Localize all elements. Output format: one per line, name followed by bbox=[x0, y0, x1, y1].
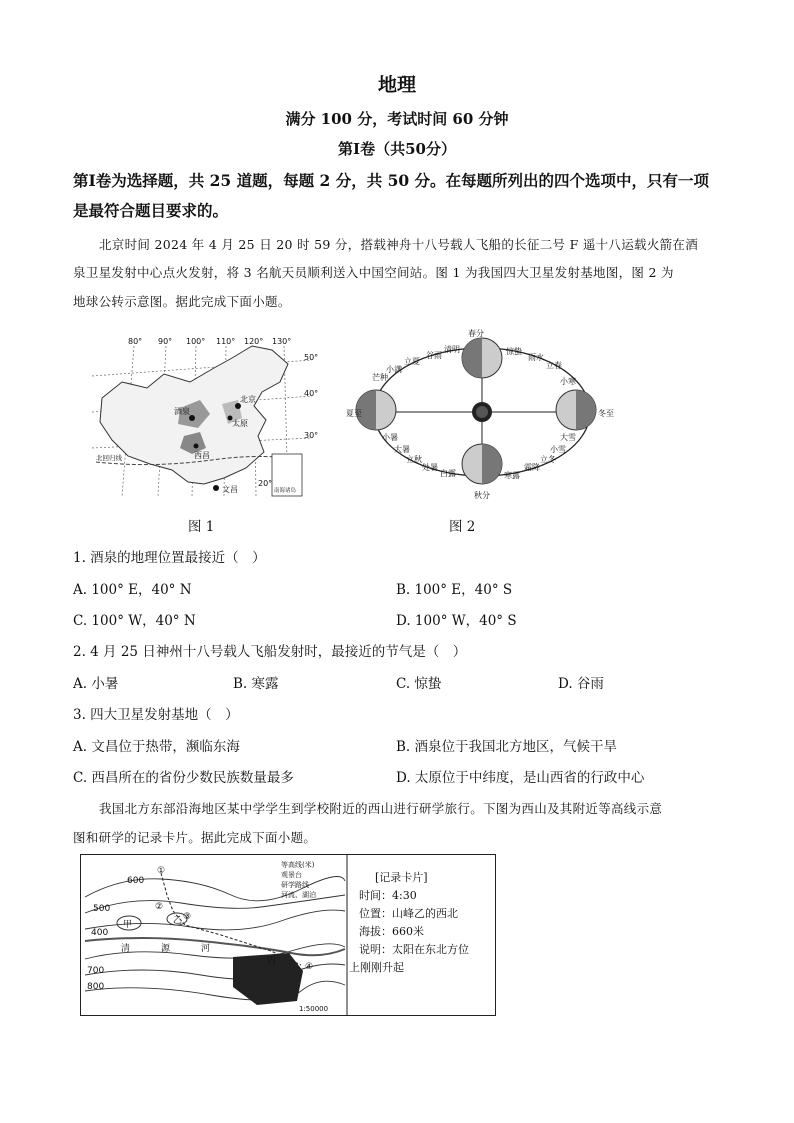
passage2-line-2: 图和研学的记录卡片。据此完成下面小题。 bbox=[73, 830, 317, 845]
label-bing: 丙 bbox=[267, 956, 277, 966]
lon-label: 90° bbox=[158, 337, 173, 346]
record-card bbox=[349, 869, 493, 977]
lat-label: 40° bbox=[304, 389, 319, 398]
term: 小寒 bbox=[560, 377, 576, 386]
record-card-note-2: 上刚刚升起 bbox=[349, 961, 404, 974]
q2-option-d[interactable]: D. 谷雨 bbox=[558, 676, 604, 692]
label-river-2: 源 bbox=[161, 944, 171, 954]
contour-value: 500 bbox=[93, 904, 111, 914]
q1-option-d[interactable]: D. 100° W，40° S bbox=[396, 613, 517, 629]
place-wenchang: 文昌 bbox=[222, 485, 238, 494]
term: 立冬 bbox=[540, 455, 556, 464]
q2-option-b[interactable]: B. 寒露 bbox=[233, 676, 279, 692]
passage1-line-2: 泉卫星发射中心点火发射，将 3 名航天员顺利送入中国空间站。图 1 为我国四大卫星发射基地图，图 2 为 bbox=[73, 265, 674, 280]
figure1-map bbox=[92, 336, 324, 506]
term: 谷雨 bbox=[426, 351, 442, 360]
stop-4: ④ bbox=[305, 962, 314, 972]
term: 小雪 bbox=[550, 445, 566, 454]
record-card-position: 位置：山峰乙的西北 bbox=[359, 907, 458, 920]
lat-label: 20° bbox=[258, 479, 273, 488]
term: 处暑 bbox=[422, 463, 438, 472]
figure1-caption: 图 1 bbox=[188, 519, 215, 535]
q3-option-c[interactable]: C. 西昌所在的省份少数民族数量最多 bbox=[73, 770, 294, 786]
place-xichang: 西昌 bbox=[194, 451, 210, 460]
lon-label: 100° bbox=[186, 337, 206, 346]
instruction-line-1: 第Ⅰ卷为选择题，共 25 道题，每题 2 分，共 50 分。在每题所列出的四个选项中，只有一项 bbox=[73, 171, 710, 190]
inset-label: 南海诸岛 bbox=[274, 488, 297, 494]
place-beijing: 北京 bbox=[240, 395, 256, 404]
stop-3: ③ bbox=[183, 912, 192, 922]
record-card-time: 时间：4:30 bbox=[359, 889, 417, 902]
contour-figure bbox=[80, 854, 496, 1016]
lat-label: 30° bbox=[304, 431, 319, 440]
term: 大暑 bbox=[394, 445, 410, 454]
q1-option-b[interactable]: B. 100° E，40° S bbox=[396, 582, 513, 598]
legend-contour: 等高线(米) bbox=[281, 861, 315, 869]
q3-option-d[interactable]: D. 太原位于中纬度，是山西省的行政中心 bbox=[396, 770, 645, 786]
label-yi: 乙 bbox=[173, 916, 183, 926]
term: 清明 bbox=[444, 345, 460, 354]
contour-value: 800 bbox=[87, 982, 105, 992]
term: 雨水 bbox=[528, 353, 544, 362]
lon-label: 80° bbox=[128, 337, 143, 346]
tropic-label: 北回归线 bbox=[96, 454, 122, 462]
passage1-line-1: 北京时间 2024 年 4 月 25 日 20 时 59 分，搭载神舟十八号载人飞船的长征二号 F 遥十八运载火箭在酒 bbox=[99, 237, 699, 252]
term: 小暑 bbox=[382, 433, 398, 442]
q3-option-a[interactable]: A. 文昌位于热带，濒临东海 bbox=[73, 739, 240, 755]
legend-route: 研学路线 bbox=[281, 881, 309, 889]
q3-option-b[interactable]: B. 酒泉位于我国北方地区，气候干旱 bbox=[396, 739, 618, 755]
question-1-stem: 1. 酒泉的地理位置最接近（ ） bbox=[73, 550, 266, 566]
term: 立秋 bbox=[406, 455, 422, 464]
q2-option-c[interactable]: C. 惊蛰 bbox=[396, 676, 442, 692]
term: 立夏 bbox=[404, 357, 420, 366]
term: 寒露 bbox=[504, 471, 520, 480]
figure2-caption: 图 2 bbox=[449, 519, 476, 535]
term: 冬至 bbox=[598, 409, 614, 418]
q1-option-a[interactable]: A. 100° E，40° N bbox=[73, 582, 192, 598]
legend-river: 河流、湖泊 bbox=[281, 891, 316, 899]
exam-title: 地理 bbox=[377, 74, 416, 96]
term: 大雪 bbox=[560, 433, 576, 442]
question-2-stem: 2. 4 月 25 日神州十八号载人飞船发射时，最接近的节气是（ ） bbox=[73, 644, 467, 660]
place-jiuquan: 酒泉 bbox=[174, 407, 190, 416]
record-card-note-1: 说明：太阳在东北方位 bbox=[359, 943, 469, 956]
instruction-line-2: 是最符合题目要求的。 bbox=[73, 201, 229, 220]
label-river-3: 河 bbox=[201, 944, 211, 954]
term: 秋分 bbox=[474, 491, 490, 500]
stop-2: ② bbox=[155, 902, 164, 912]
lon-label: 130° bbox=[272, 337, 292, 346]
section-title: 第Ⅰ卷（共50分） bbox=[338, 140, 456, 158]
record-card-title: [记录卡片] bbox=[375, 871, 428, 884]
term: 春分 bbox=[468, 329, 484, 338]
term: 白露 bbox=[440, 469, 456, 478]
q2-option-a[interactable]: A. 小暑 bbox=[73, 676, 119, 692]
q1-option-c[interactable]: C. 100° W，40° N bbox=[73, 613, 196, 629]
place-taiyuan: 太原 bbox=[232, 419, 248, 428]
question-3-stem: 3. 四大卫星发射基地（ ） bbox=[73, 707, 239, 723]
term: 立春 bbox=[546, 361, 562, 370]
label-jia: 甲 bbox=[123, 920, 133, 930]
lon-label: 120° bbox=[244, 337, 264, 346]
term: 芒种 bbox=[372, 373, 388, 382]
passage1-line-3: 地球公转示意图。据此完成下面小题。 bbox=[73, 294, 291, 309]
term: 霜降 bbox=[524, 463, 540, 472]
contour-value: 400 bbox=[91, 928, 109, 938]
figure2-orbit bbox=[342, 328, 612, 504]
label-river-1: 清 bbox=[121, 944, 131, 954]
score-time: 满分 100 分，考试时间 60 分钟 bbox=[285, 110, 509, 128]
lat-label: 50° bbox=[304, 353, 319, 362]
stop-1: ① bbox=[157, 866, 166, 876]
lon-label: 110° bbox=[216, 337, 236, 346]
term: 惊蛰 bbox=[506, 347, 522, 356]
passage2-line-1: 我国北方东部沿海地区某中学学生到学校附近的西山进行研学旅行。下图为西山及其附近等高线示意 bbox=[99, 801, 663, 816]
term: 夏至 bbox=[346, 409, 362, 418]
term: 小满 bbox=[386, 365, 402, 374]
legend-viewpoint: 观景台 bbox=[281, 871, 302, 879]
contour-value: 600 bbox=[127, 876, 145, 886]
contour-value: 700 bbox=[87, 966, 105, 976]
scale-label: 1:50000 bbox=[299, 1005, 329, 1013]
record-card-altitude: 海拔：660米 bbox=[359, 925, 424, 938]
